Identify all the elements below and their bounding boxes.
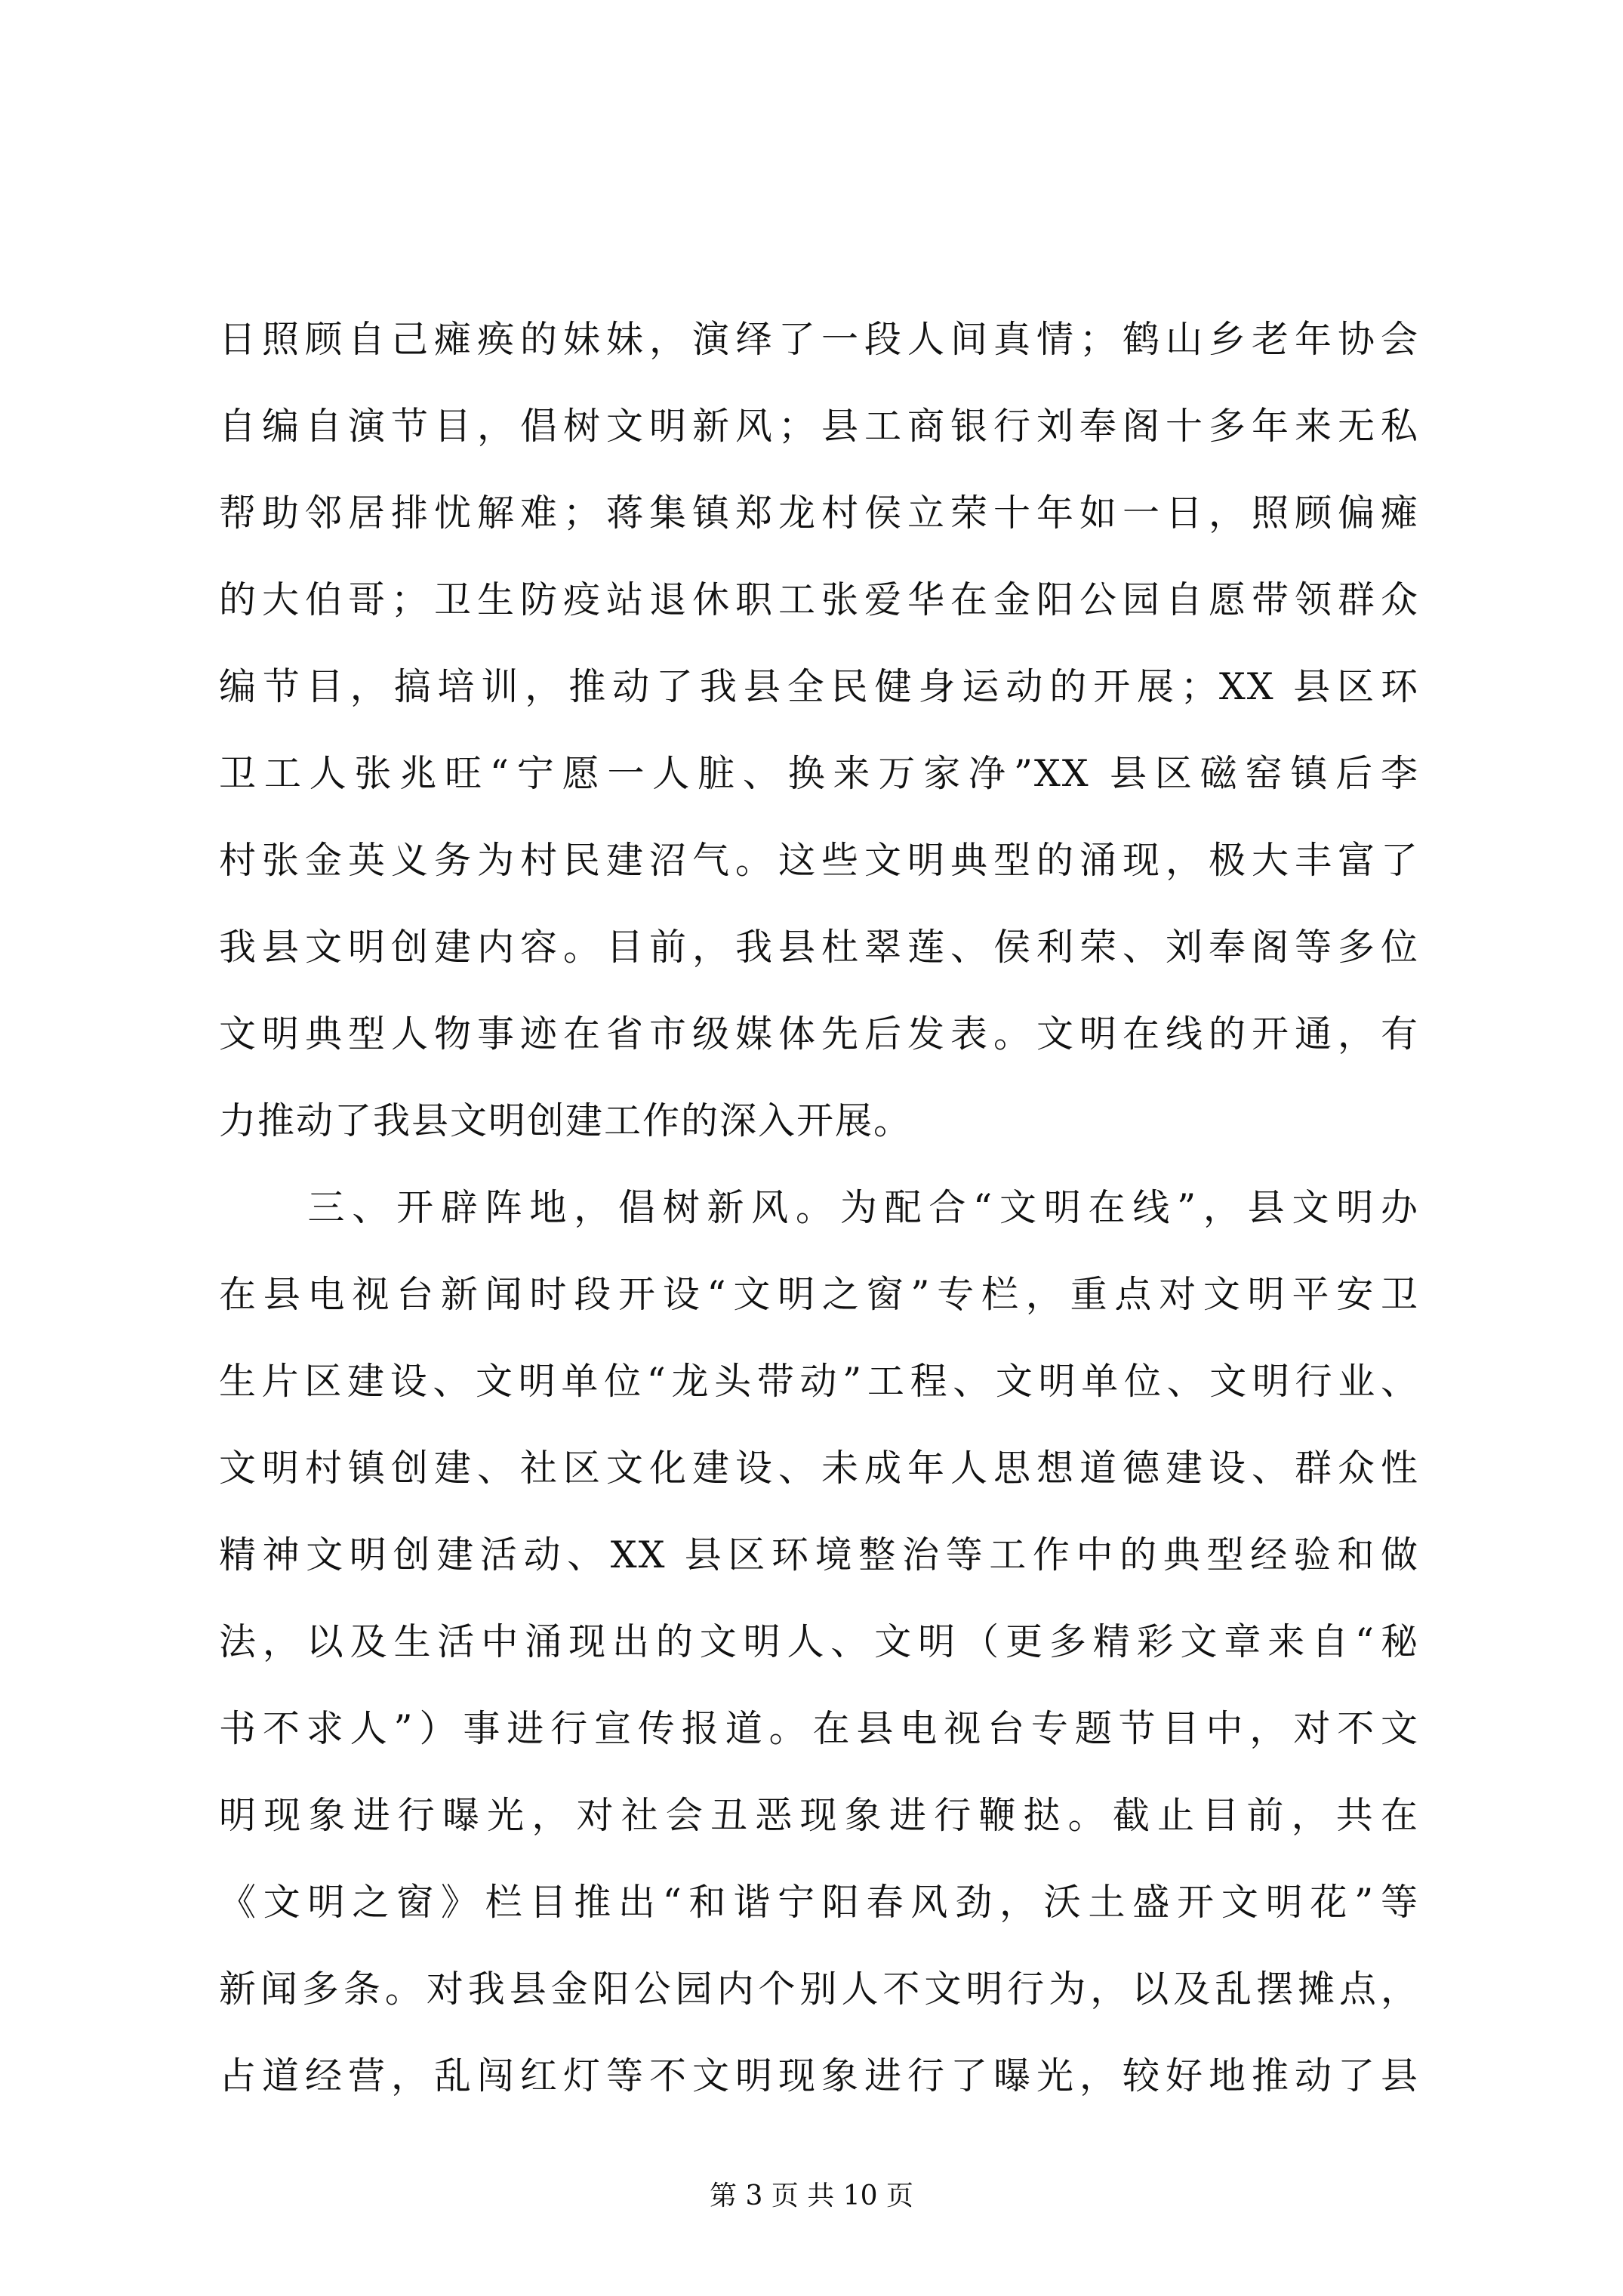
text-line: 帮助邻居排忧解难；蒋集镇郑龙村侯立荣十年如一日，照顾偏瘫 — [219, 492, 1419, 535]
text-line: 文明典型人物事迹在省市级媒体先后发表。文明在线的开通，有 — [219, 1012, 1419, 1056]
text-line: 我县文明创建内容。目前，我县杜翠莲、侯利荣、刘奉阁等多位 — [219, 926, 1419, 969]
text-line: 村张金英义务为村民建沼气。这些文明典型的涌现，极大丰富了 — [219, 839, 1419, 882]
text-line: 法，以及生活中涌现出的文明人、文明（更多精彩文章来自“秘 — [219, 1620, 1419, 1663]
text-line: 精神文明创建活动、XX 县区环境整治等工作中的典型经验和做 — [219, 1533, 1419, 1576]
text-line: 在县电视台新闻时段开设“文明之窗”专栏，重点对文明平安卫 — [219, 1273, 1419, 1316]
text-line: 新闻多条。对我县金阳公园内个别人不文明行为，以及乱摆摊点， — [219, 1968, 1419, 2011]
text-line: 生片区建设、文明单位“龙头带动”工程、文明单位、文明行业、 — [219, 1360, 1419, 1403]
text-line: 编节目，搞培训，推动了我县全民健身运动的开展；XX 县区环 — [219, 665, 1419, 708]
text-line: 《文明之窗》栏目推出“和谐宁阳春风劲，沃土盛开文明花”等 — [219, 1881, 1419, 1924]
text-line: 卫工人张兆旺“宁愿一人脏、换来万家净”XX 县区磁窑镇后李 — [219, 752, 1419, 795]
text-line: 的大伯哥；卫生防疫站退休职工张爱华在金阳公园自愿带领群众 — [219, 578, 1419, 621]
text-line: 自编自演节目，倡树文明新风；县工商银行刘奉阁十多年来无私 — [219, 405, 1419, 448]
text-line: 书不求人”）事进行宣传报道。在县电视台专题节目中，对不文 — [219, 1707, 1419, 1750]
text-line: 日照顾自己瘫痪的妹妹，演绎了一段人间真情；鹤山乡老年协会 — [219, 318, 1419, 361]
text-line: 文明村镇创建、社区文化建设、未成年人思想道德建设、群众性 — [219, 1447, 1419, 1490]
text-line: 明现象进行曝光，对社会丑恶现象进行鞭挞。截止目前，共在 — [219, 1794, 1419, 1837]
text-line: 力推动了我县文明创建工作的深入开展。 — [219, 1099, 913, 1142]
text-line: 三、开辟阵地，倡树新风。为配合“文明在线”，县文明办 — [219, 1186, 1419, 1229]
text-line: 占道经营，乱闯红灯等不文明现象进行了曝光，较好地推动了县 — [219, 2054, 1419, 2097]
body-text — [219, 296, 1419, 2119]
page-footer: 第 3 页 共 10 页 — [710, 2180, 913, 2211]
